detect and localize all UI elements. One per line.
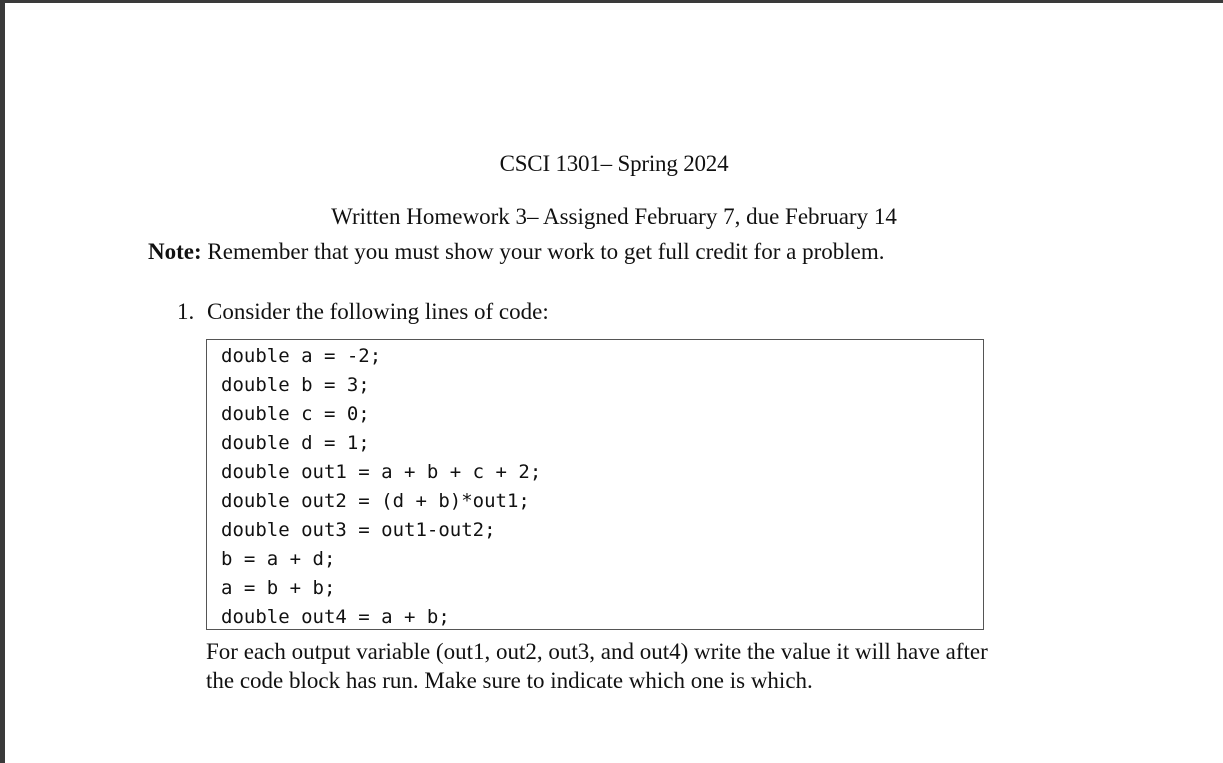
code-line: double d = 1; (221, 432, 370, 454)
instructions-line-1: For each output variable (out1, out2, out3, and out4) write the value it will have after (206, 639, 988, 664)
code-line: double out4 = a + b; (221, 606, 450, 628)
code-line: double out2 = (d + b)*out1; (221, 490, 530, 512)
code-line: double out1 = a + b + c + 2; (221, 461, 542, 483)
course-title: CSCI 1301– Spring 2024 (499, 151, 729, 176)
code-line: double b = 3; (221, 374, 370, 396)
question-1-prompt (177, 299, 549, 325)
code-line: double out3 = out1-out2; (221, 519, 496, 541)
assignment-subtitle: Written Homework 3– Assigned February 7, due February 14 (331, 204, 897, 229)
code-line: b = a + d; (221, 548, 336, 570)
note-paragraph (148, 239, 884, 265)
code-line: double a = -2; (221, 345, 382, 367)
document-page (5, 3, 1223, 763)
note-label: Note: (148, 239, 202, 264)
note-text: Remember that you must show your work to get full credit for a problem. (201, 239, 885, 264)
question-prompt-text: Consider the following lines of code: (207, 299, 549, 324)
question-number: 1. (177, 299, 195, 324)
code-line: a = b + b; (221, 577, 336, 599)
code-line: double c = 0; (221, 403, 370, 425)
code-block (206, 339, 984, 630)
instructions-line-2: the code block has run. Make sure to indicate which one is which. (206, 668, 813, 693)
question-instructions (206, 637, 1106, 695)
